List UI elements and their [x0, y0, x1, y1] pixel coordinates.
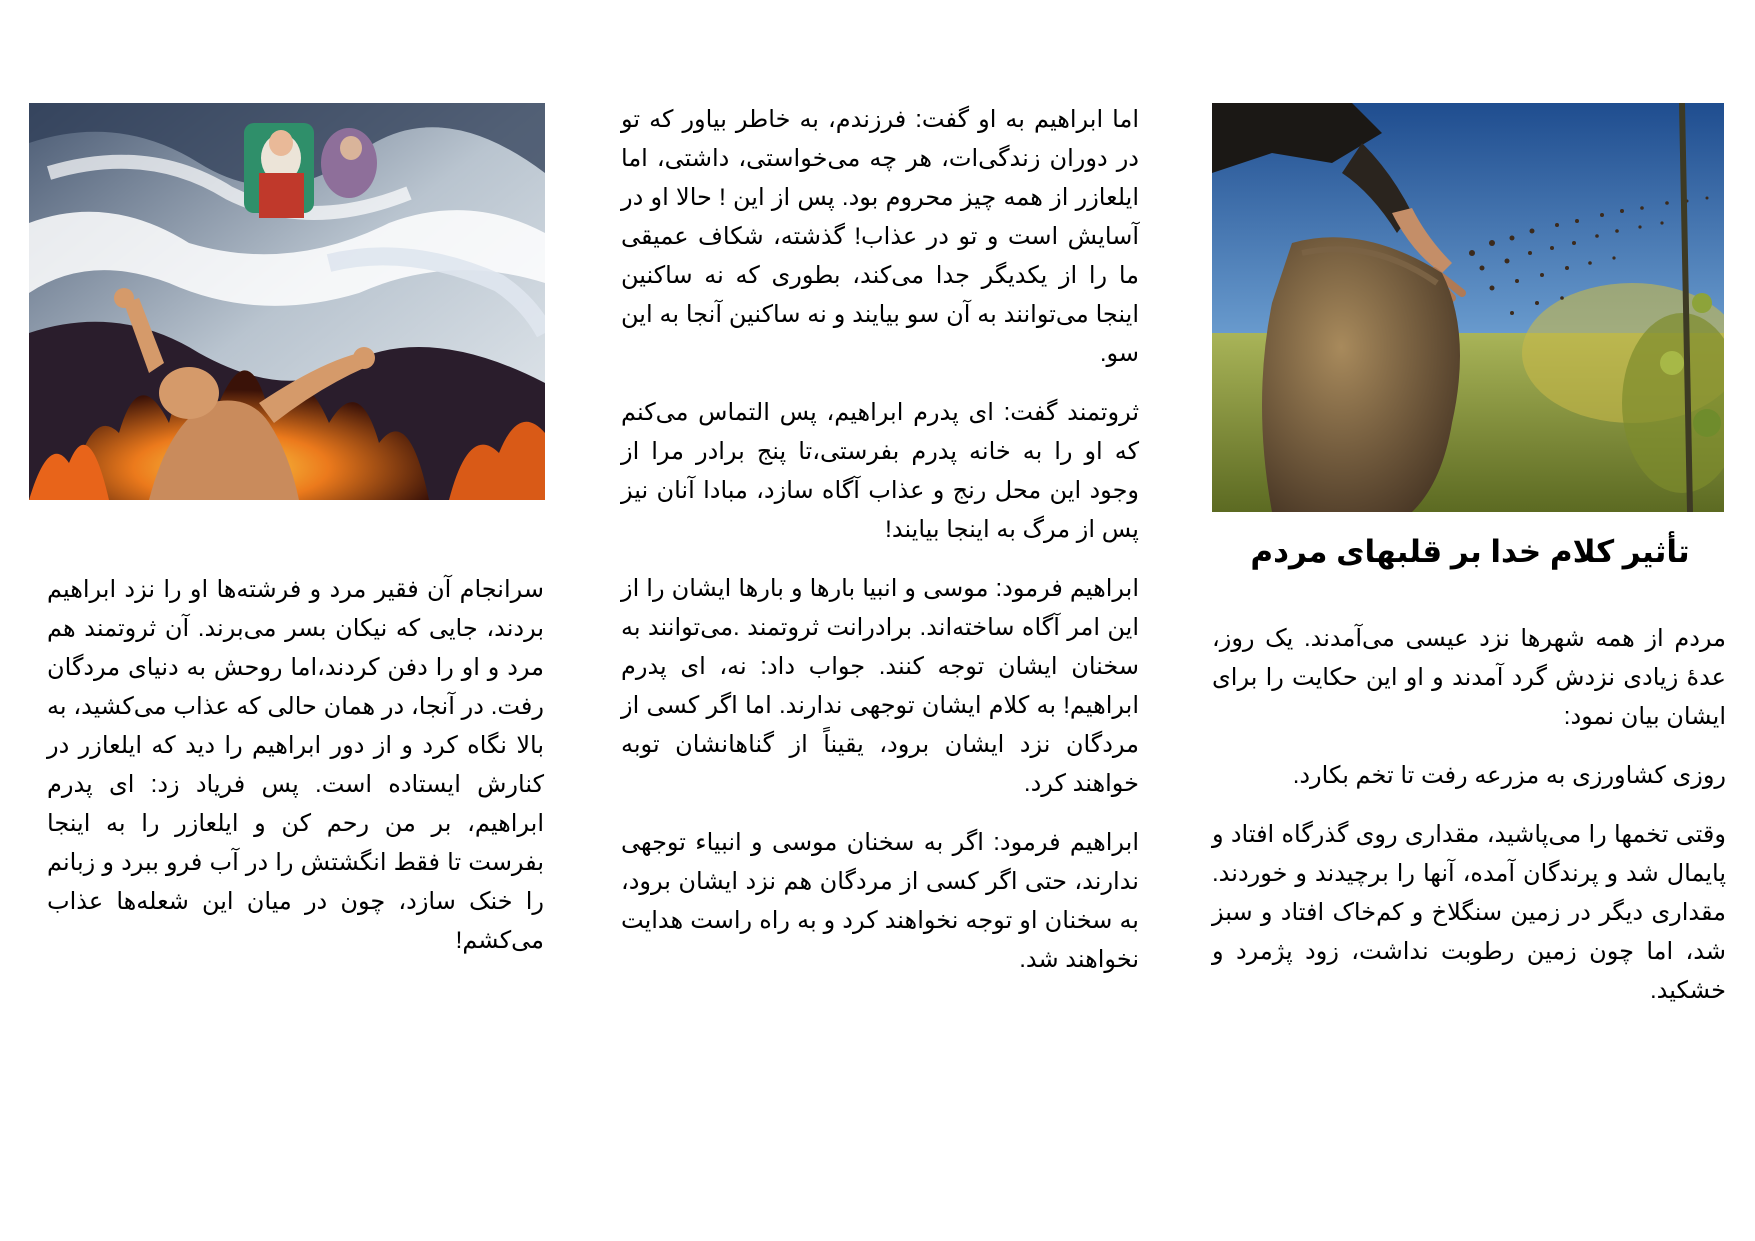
left-column-text [47, 570, 544, 980]
page-title: تأثیر کلام خدا بر قلبهای مردم [1250, 534, 1690, 569]
painting-artwork [29, 103, 545, 500]
right-column-text [1212, 619, 1726, 1030]
rich-man-and-lazarus-painting [29, 103, 545, 500]
right-paragraph-2: روزی کشاورزی به مزرعه رفت تا تخم بکارد. [1292, 762, 1726, 789]
left-paragraph-1: سرانجام آن فقیر مرد و فرشته‌ها او را نزد ابراهیم بردند، جایی که نیکان بسر می‌برند. آن ثروتمند هم مرد و او را دفن کردند،اما روحش به دنیای مردگان رفت. در آنجا، در همان حالی که عذاب می‌کشید، به بالا نگاه کرد و از دور ابراهیم را دید که ایلعازر در کنارش ایستاده است. پس فریاد زد: ای پدرم ابراهیم، بر من رحم کن و ایلعازر را به اینجا بفرست تا فقط انگشتش را در آب فرو ببرد و زبانم را خنک سازد، چون در میان این شعله‌ها عذاب می‌کشم! [47, 576, 545, 954]
middle-paragraph-4: ابراهیم فرمود: اگر به سخنان موسی و انبیاء توجهی ندارند، حتی اگر کسی از مردگان هم نزد ایشان برود، به سخنان او توجه نخواهند کرد و به راه راست هدایت نخواهند شد. [621, 829, 1139, 973]
right-paragraph-1: مردم از همه شهرها نزد عیسی می‌آمدند. یک روز، عدهٔ زیادی نزدش گرد آمدند و او این حکایت را برای ایشان بیان نمود: [1212, 625, 1726, 730]
farmer-sowing-seeds-photo [1212, 103, 1724, 512]
middle-paragraph-2: ثروتمند گفت: ای پدرم ابراهیم، پس التماس می‌کنم که او را به خانه پدرم بفرستی،تا پنج برادر مرا از وجود این محل رنج و عذاب آگاه سازد، مبادا آنان نیز پس از مرگ به اینجا بیایند! [621, 399, 1139, 543]
sowing-photo-artwork [1212, 103, 1724, 512]
middle-paragraph-1: اما ابراهیم به او گفت: فرزندم، به خاطر بیاور که تو در دوران زندگی‌ات، هر چه می‌خواستی، داشتی، اما ایلعازر از همه چیز محروم بود. پس از این ! حالا او در آسایش است و تو در عذاب! گذشته، شکاف عمیقی ما را از یکدیگر جدا می‌کند، بطوری که نه ساکنین اینجا می‌توانند به آن سو بیایند و نه ساکنین آنجا به این سو. [621, 106, 1139, 367]
middle-paragraph-3: ابراهیم فرمود: موسی و انبیا بارها و بارها ایشان را از این امر آگاه ساخته‌اند. برادرانت ثروتمند .می‌توانند به سخنان ایشان توجه کنند. جواب داد: نه، ای پدرم ابراهیم! به کلام ایشان توجهی ندارند. اما اگر کسی از مردگان نزد ایشان برود، یقیناً از گناهانشان توبه خواهند کرد. [621, 575, 1139, 797]
middle-column-text [621, 100, 1139, 999]
right-paragraph-3: وقتی تخمها را می‌پاشید، مقداری روی گذرگاه افتاد و پایمال شد و پرندگان آمده، آنها را برچیدند و خوردند. مقداری دیگر در زمین سنگلاخ و کم‌خاک افتاد و سبز شد، اما چون زمین رطوبت نداشت، زود پژمرد و خشکید. [1212, 821, 1726, 1004]
